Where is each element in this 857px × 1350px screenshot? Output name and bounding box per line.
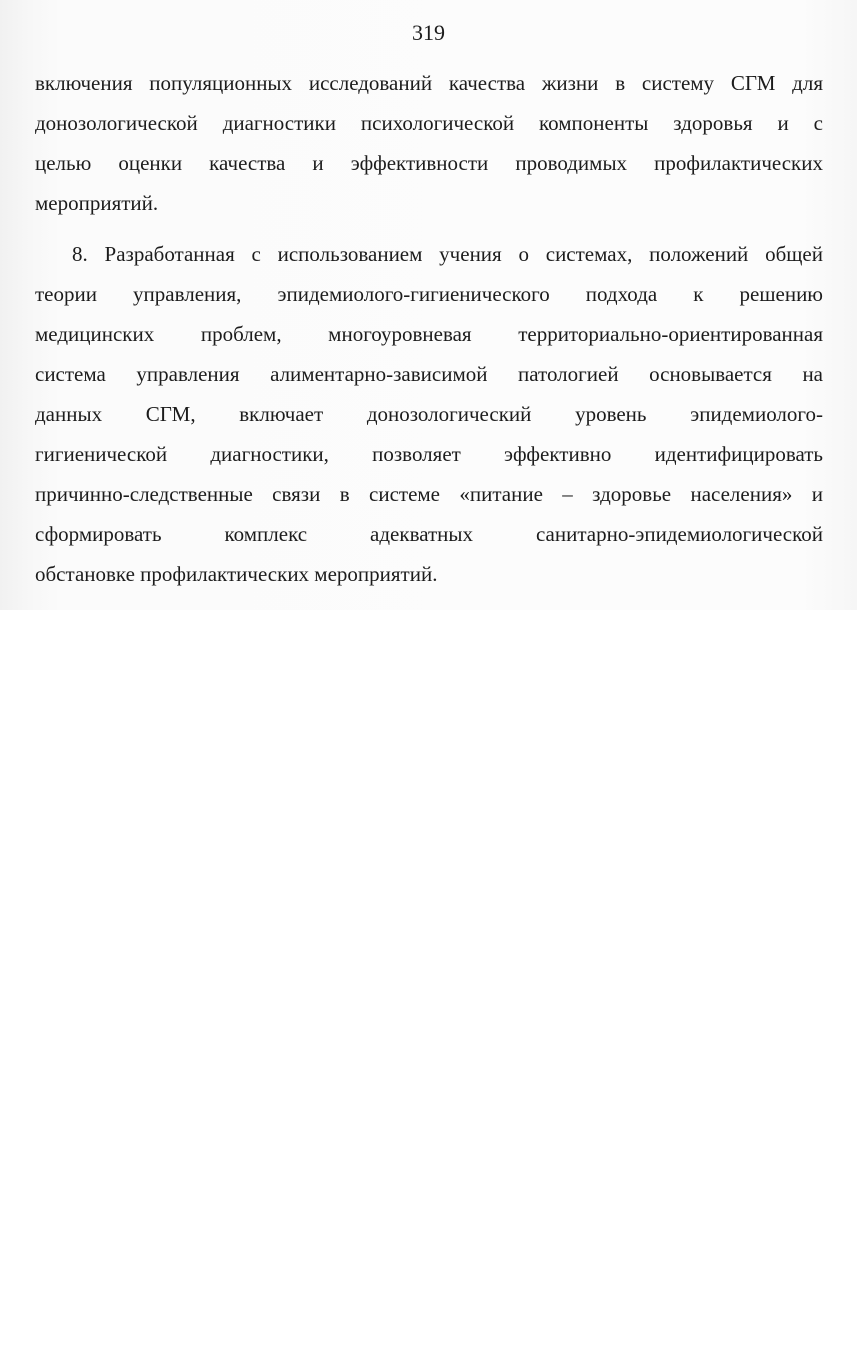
paragraph-item-8 — [35, 234, 823, 594]
text-line: целью оценки качества и эффективности проводимых профилактических — [35, 151, 823, 175]
text-line: мероприятий. — [35, 191, 159, 215]
text-line: сформировать комплекс адекватных санитарно-эпидемиологической — [35, 522, 823, 546]
text-line: медицинских проблем, многоуровневая территориально-ориентированная — [35, 322, 823, 346]
text-line: гигиенической диагностики, позволяет эффективно идентифицировать — [35, 442, 823, 466]
text-line: 8. Разработанная с использованием учения о системах, положений общей — [72, 242, 823, 266]
text-line: система управления алиментарно-зависимой патологией основывается на — [35, 362, 823, 386]
text-line: причинно-следственные связи в системе «питание – здоровье населения» и — [35, 482, 823, 506]
text-line: обстановке профилактических мероприятий. — [35, 562, 438, 586]
text-line: теории управления, эпидемиолого-гигиенического подхода к решению — [35, 282, 823, 306]
text-line: включения популяционных исследований качества жизни в систему СГМ для — [35, 71, 823, 95]
page-number: 319 — [412, 20, 445, 45]
text-line: данных СГМ, включает донозологический уровень эпидемиолого- — [35, 402, 823, 426]
paragraph-continuation — [35, 63, 823, 223]
text-line: донозологической диагностики психологической компоненты здоровья и с — [35, 111, 823, 135]
